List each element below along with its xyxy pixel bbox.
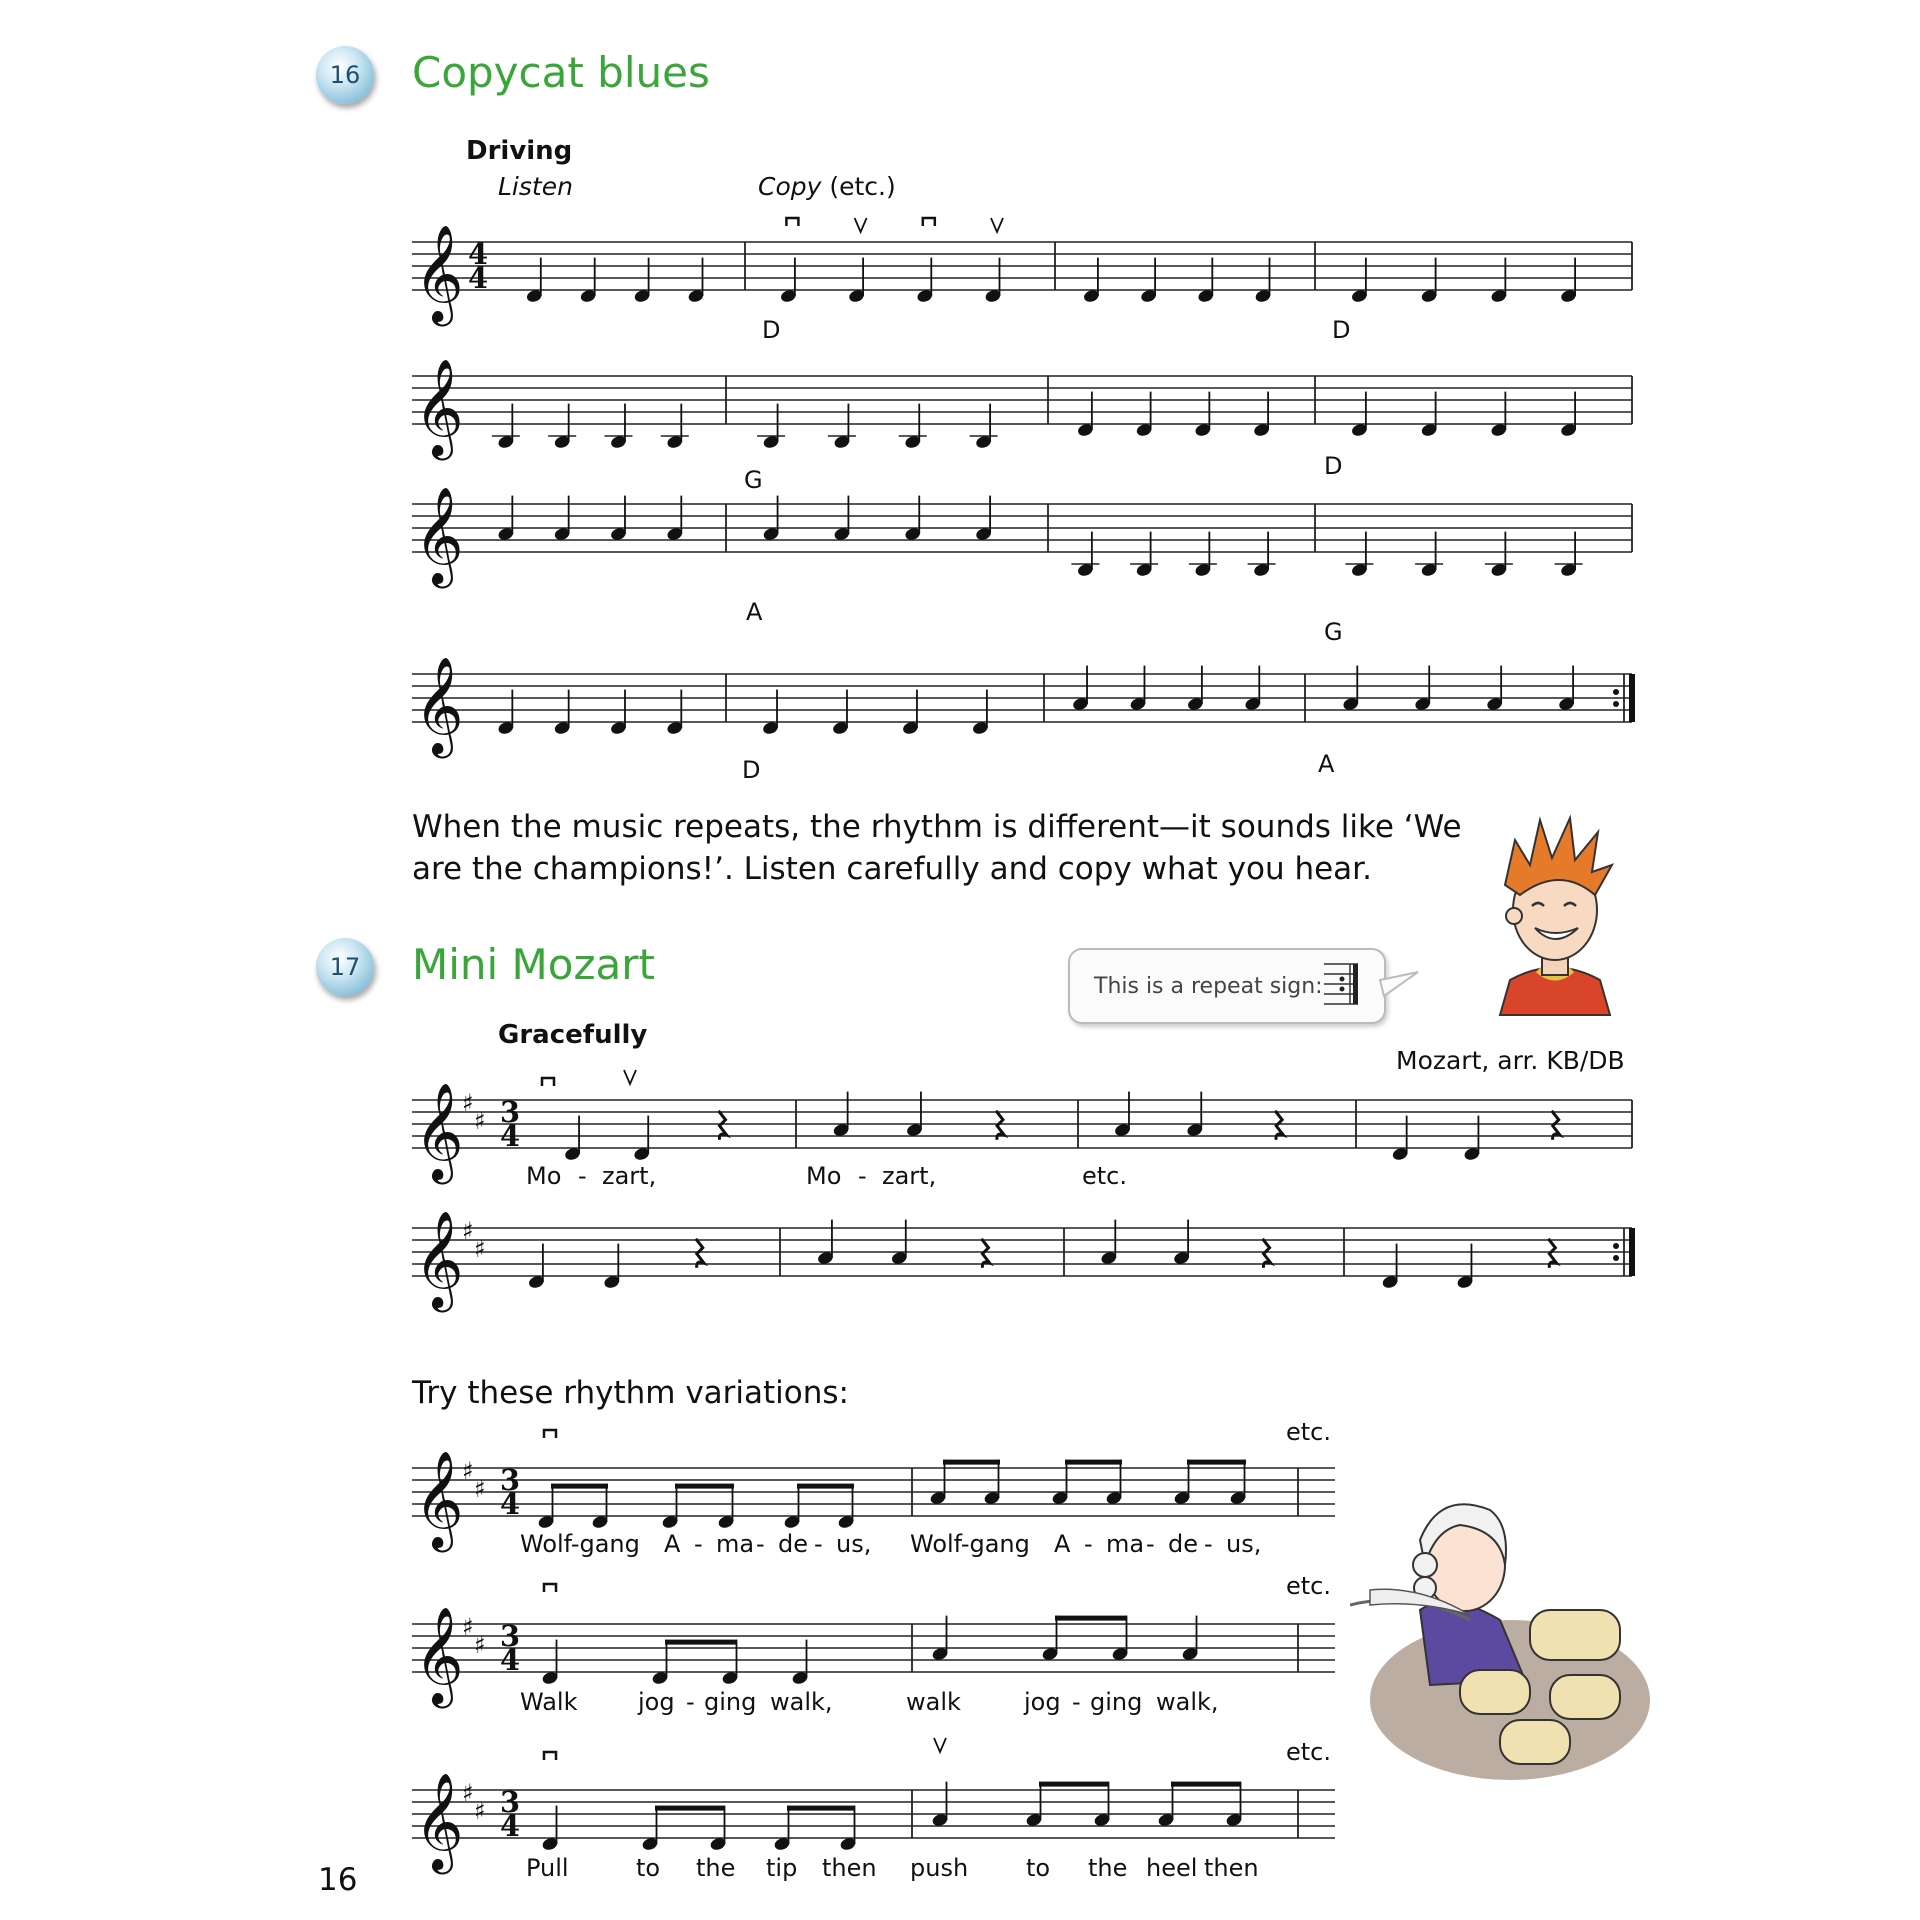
time-signature: 4 — [468, 261, 489, 295]
treble-clef: 𝄞 — [414, 1210, 464, 1308]
section-title-mini-mozart: Mini Mozart — [412, 940, 655, 989]
track-number: 17 — [329, 953, 361, 981]
lyric: walk, — [770, 1688, 833, 1716]
chord-label: G — [1324, 618, 1343, 646]
down-bow-mark — [544, 1584, 556, 1592]
lyric: A — [664, 1530, 681, 1558]
up-bow-mark — [624, 1070, 636, 1084]
lyric: - — [756, 1530, 765, 1558]
quarter-rest — [1552, 1111, 1560, 1140]
lyric: - — [1204, 1530, 1213, 1558]
time-signature: 3 — [500, 1095, 521, 1129]
mozart-character-icon — [1350, 1470, 1650, 1790]
key-signature-sharp: ♯ — [462, 1612, 474, 1641]
lyric: - — [1072, 1688, 1081, 1716]
lyric: - — [686, 1688, 695, 1716]
time-signature: 3 — [500, 1619, 521, 1653]
chord-label: A — [746, 598, 763, 626]
key-signature-sharp: ♯ — [474, 1630, 486, 1659]
treble-clef: 𝄞 — [414, 656, 464, 754]
chord-label: D — [1324, 452, 1343, 480]
lyric: - — [694, 1530, 703, 1558]
chord-label: A — [1318, 750, 1335, 778]
treble-clef: 𝄞 — [414, 1450, 464, 1548]
down-bow-mark — [544, 1430, 556, 1438]
variations-heading: Try these rhythm variations: — [412, 1375, 849, 1411]
note-beam — [1171, 1782, 1241, 1787]
key-signature-sharp: ♯ — [462, 1778, 474, 1807]
lyric: de — [778, 1530, 808, 1558]
lyric: zart, — [882, 1162, 937, 1190]
lyric: us, — [836, 1530, 872, 1558]
note-beam — [665, 1640, 737, 1645]
lyric: - — [578, 1162, 587, 1190]
etc-label: etc. — [1286, 1418, 1331, 1446]
note-beam — [655, 1806, 725, 1811]
note-beam — [943, 1460, 1000, 1465]
quarter-rest — [1263, 1239, 1271, 1268]
time-signature: 4 — [500, 1809, 521, 1843]
lyric: tip — [766, 1854, 798, 1882]
chord-label: D — [762, 316, 781, 344]
note-beam — [675, 1484, 734, 1489]
copy-etc: (etc.) — [821, 172, 896, 201]
repeat-dot — [1613, 689, 1619, 695]
up-bow-mark — [855, 218, 867, 232]
key-signature-sharp: ♯ — [462, 1088, 474, 1117]
lyric: jog — [1024, 1688, 1061, 1716]
lyric: etc. — [1082, 1162, 1127, 1190]
treble-clef: 𝄞 — [414, 486, 464, 584]
treble-clef: 𝄞 — [414, 1772, 464, 1870]
lyric: then — [1204, 1854, 1259, 1882]
note-beam — [797, 1484, 854, 1489]
lyric: heel — [1146, 1854, 1198, 1882]
lyric: Wolf-gang — [520, 1530, 640, 1558]
lyric: then — [822, 1854, 877, 1882]
quarter-rest — [719, 1111, 727, 1140]
note-beam — [1187, 1460, 1246, 1465]
note-beam — [551, 1484, 608, 1489]
etc-label: etc. — [1286, 1572, 1331, 1600]
copycat-blues-score — [0, 0, 1920, 800]
lyric: Pull — [526, 1854, 569, 1882]
note-beam — [787, 1806, 855, 1811]
treble-clef: 𝄞 — [414, 1606, 464, 1704]
time-signature: 3 — [500, 1785, 521, 1819]
down-bow-mark — [544, 1752, 556, 1760]
chord-label: D — [742, 756, 761, 784]
lyric: ma — [716, 1530, 755, 1558]
lyric: - — [1084, 1530, 1093, 1558]
lyric: walk, — [1156, 1688, 1219, 1716]
quarter-rest — [1275, 1111, 1283, 1140]
lyric: push — [910, 1854, 969, 1882]
up-bow-mark — [991, 218, 1003, 232]
lyric: - — [1146, 1530, 1155, 1558]
listen-label: Listen — [498, 172, 573, 201]
etc-label: etc. — [1286, 1738, 1331, 1766]
time-signature: 4 — [500, 1119, 521, 1153]
instruction-line-1: When the music repeats, the rhythm is different—it sounds like ‘We — [412, 809, 1462, 845]
note-beam — [1065, 1460, 1122, 1465]
quarter-rest — [1548, 1239, 1556, 1268]
lyric: ging — [704, 1688, 757, 1716]
time-signature: 4 — [500, 1487, 521, 1521]
tip-text: This is a repeat sign: — [1094, 973, 1323, 999]
quarter-rest — [981, 1239, 989, 1268]
repeat-dot — [1613, 1243, 1619, 1249]
time-signature: 3 — [500, 1463, 521, 1497]
up-bow-mark — [934, 1738, 946, 1752]
section-title-copycat-blues: Copycat blues — [412, 48, 710, 97]
boy-character-icon — [1480, 810, 1630, 1020]
lyric: ging — [1090, 1688, 1143, 1716]
key-signature-sharp: ♯ — [474, 1796, 486, 1825]
key-signature-sharp: ♯ — [474, 1474, 486, 1503]
down-bow-mark — [923, 218, 935, 226]
key-signature-sharp: ♯ — [474, 1234, 486, 1263]
repeat-bar-thick — [1629, 674, 1635, 722]
instruction-line-2: are the champions!’. Listen carefully and copy what you hear. — [412, 851, 1372, 887]
lyric: A — [1054, 1530, 1071, 1558]
tempo-marking: Gracefully — [498, 1020, 648, 1050]
down-bow-mark — [786, 218, 798, 226]
lyric: Wolf-gang — [910, 1530, 1030, 1558]
lyric: the — [1088, 1854, 1128, 1882]
lyric: - — [814, 1530, 823, 1558]
treble-clef: 𝄞 — [414, 224, 464, 322]
track-number: 16 — [329, 61, 361, 89]
tempo-marking: Driving — [466, 136, 573, 166]
track-badge-17 — [316, 938, 374, 996]
lyric: walk — [906, 1688, 961, 1716]
note-beam — [1039, 1782, 1109, 1787]
note-beam — [1055, 1616, 1127, 1621]
quarter-rest — [996, 1111, 1004, 1140]
lyric: ma — [1106, 1530, 1145, 1558]
repeat-bar-thick — [1629, 1228, 1635, 1276]
copy-word: Copy — [758, 172, 822, 201]
quarter-rest — [696, 1239, 704, 1268]
chord-label: G — [744, 466, 763, 494]
treble-clef: 𝄞 — [414, 358, 464, 456]
time-signature: 4 — [468, 237, 489, 271]
lyric: Mo — [526, 1162, 562, 1190]
key-signature-sharp: ♯ — [462, 1216, 474, 1245]
time-signature: 4 — [500, 1643, 521, 1677]
repeat-dot — [1613, 1255, 1619, 1261]
chord-label: D — [1332, 316, 1351, 344]
composer-credit: Mozart, arr. KB/DB — [1396, 1046, 1625, 1075]
lyric: us, — [1226, 1530, 1262, 1558]
lyric: - — [858, 1162, 867, 1190]
lyric: de — [1168, 1530, 1198, 1558]
lyric: the — [696, 1854, 736, 1882]
repeat-dot — [1613, 701, 1619, 707]
lyric: Mo — [806, 1162, 842, 1190]
lyric: Walk — [520, 1688, 578, 1716]
treble-clef: 𝄞 — [414, 1082, 464, 1180]
lyric: jog — [638, 1688, 675, 1716]
lyric: zart, — [602, 1162, 657, 1190]
key-signature-sharp: ♯ — [462, 1456, 474, 1485]
lyric: to — [1026, 1854, 1051, 1882]
page-number: 16 — [318, 1862, 358, 1898]
key-signature-sharp: ♯ — [474, 1106, 486, 1135]
down-bow-mark — [542, 1078, 554, 1086]
lyric: to — [636, 1854, 661, 1882]
